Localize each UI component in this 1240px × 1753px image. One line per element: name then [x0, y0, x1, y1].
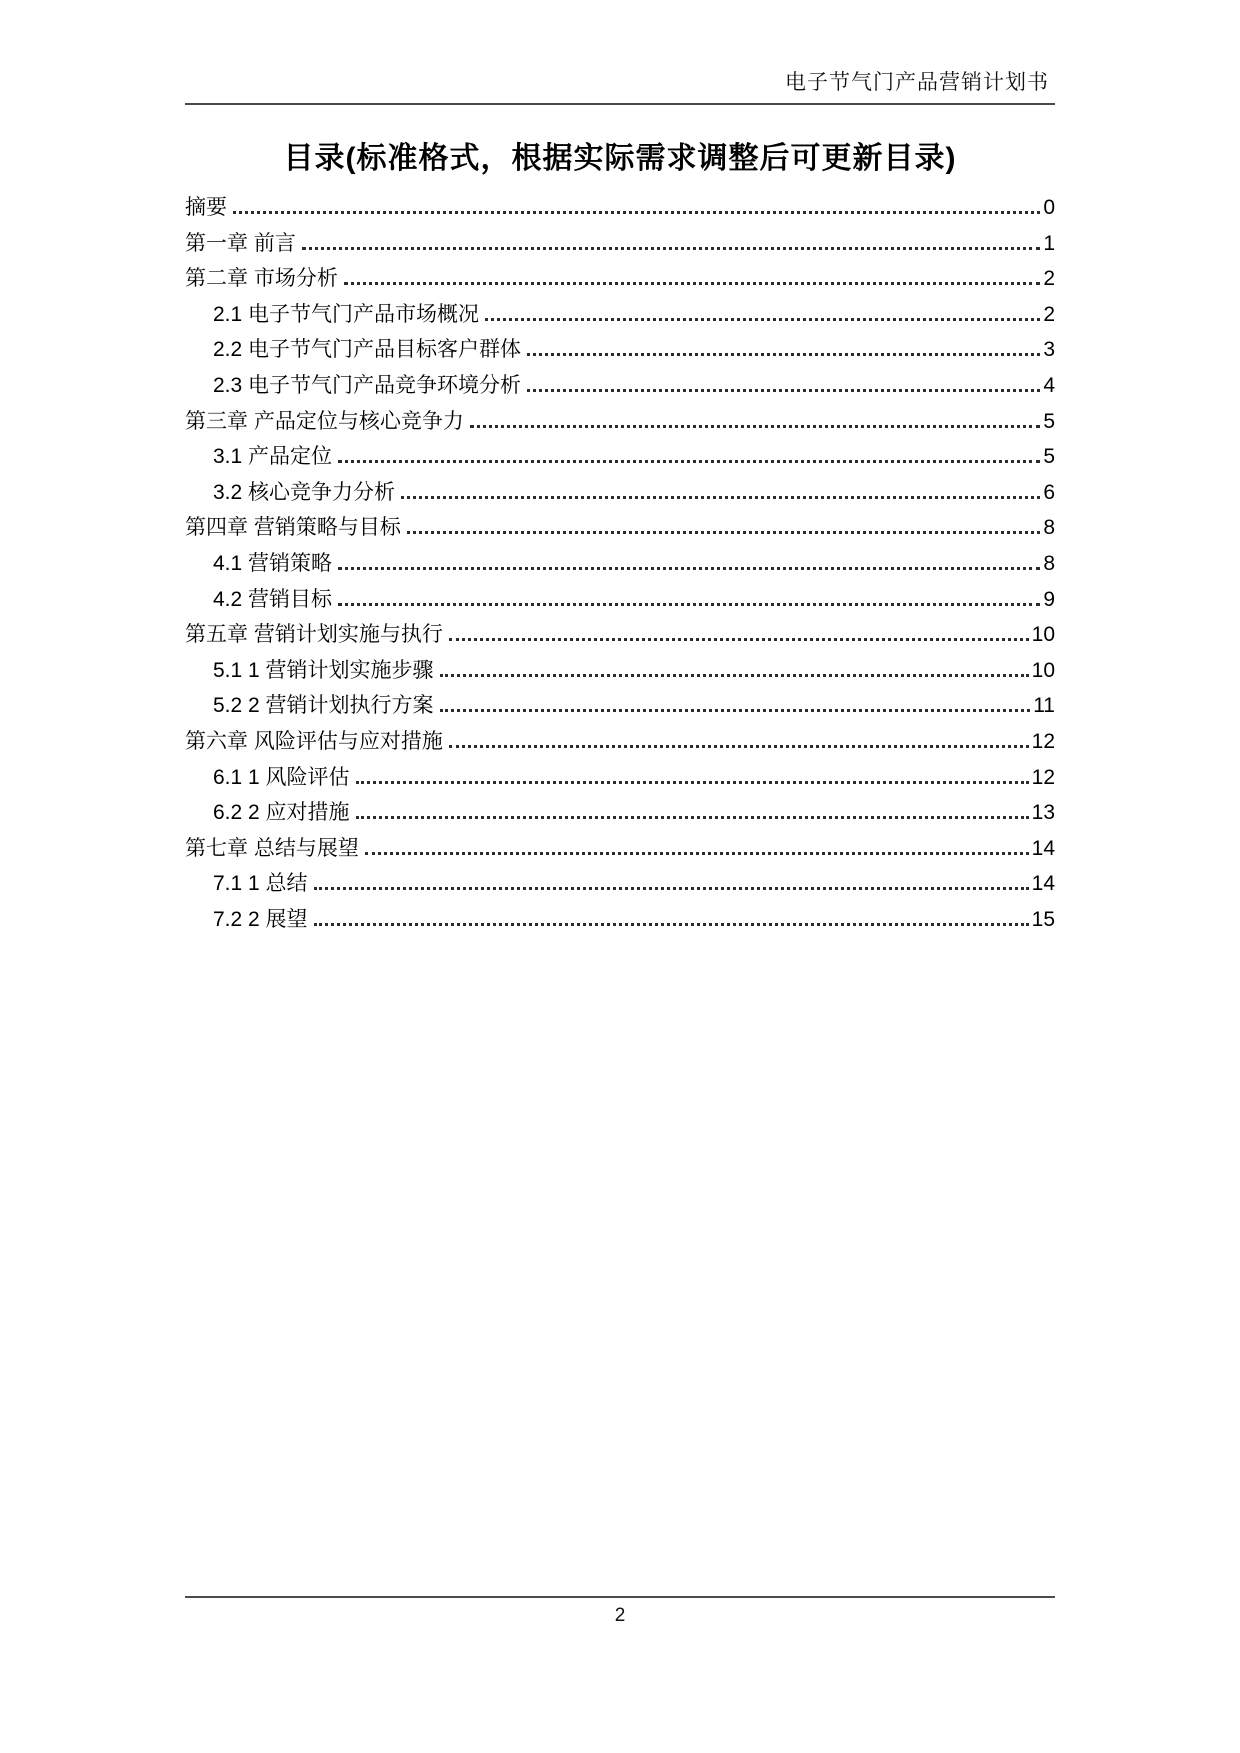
toc-entry-page-number: 9: [1043, 587, 1055, 611]
toc-entry[interactable]: [185, 902, 1055, 938]
toc-entry-page-number: 10: [1031, 623, 1055, 647]
toc-entry-label: 第二章 市场分析: [185, 267, 338, 291]
toc-entry[interactable]: [185, 226, 1055, 262]
toc-entry-page-number: 6: [1043, 480, 1055, 504]
page-footer: [185, 1596, 1055, 1627]
toc-leader-dots: [344, 282, 1040, 285]
toc-entry[interactable]: [185, 190, 1055, 226]
toc-entry-label: 5.2 2 营销计划执行方案: [213, 694, 434, 718]
header-document-title: 电子节气门产品营销计划书: [785, 71, 1049, 94]
toc-entry-page-number: 0: [1043, 196, 1055, 219]
toc-entry-label: 3.2 核心竞争力分析: [213, 480, 396, 504]
toc-entry-page-number: 11: [1033, 694, 1055, 718]
toc-entry-page-number: 13: [1031, 801, 1055, 825]
toc-entry-page-number: 5: [1043, 409, 1055, 433]
toc-entry[interactable]: [185, 617, 1055, 653]
toc-leader-dots: [407, 531, 1040, 534]
toc-entry[interactable]: [185, 368, 1055, 404]
toc-entry[interactable]: [185, 546, 1055, 582]
toc-entry[interactable]: [185, 866, 1055, 902]
toc-entry[interactable]: [185, 404, 1055, 440]
toc-entry-label: 第六章 风险评估与应对措施: [185, 729, 443, 753]
toc-entry[interactable]: [185, 760, 1055, 796]
toc-leader-dots: [302, 247, 1040, 250]
toc-list: [185, 190, 1055, 937]
toc-entry-label: 4.1 营销策略: [213, 551, 333, 575]
toc-leader-dots: [314, 887, 1029, 890]
toc-leader-dots: [449, 745, 1029, 748]
toc-leader-dots: [440, 674, 1029, 677]
toc-entry-label: 第五章 营销计划实施与执行: [185, 623, 443, 647]
toc-entry-page-number: 8: [1043, 516, 1055, 540]
toc-entry-label: 7.1 1 总结: [213, 872, 308, 896]
toc-entry[interactable]: [185, 795, 1055, 831]
toc-entry-page-number: 12: [1031, 765, 1055, 789]
toc-entry[interactable]: [185, 297, 1055, 333]
toc-entry-label: 5.1 1 营销计划实施步骤: [213, 658, 434, 682]
toc-entry-label: 3.1 产品定位: [213, 445, 333, 469]
toc-entry[interactable]: [185, 261, 1055, 297]
toc-entry-page-number: 2: [1043, 302, 1055, 326]
header-rule: [185, 103, 1055, 105]
toc-leader-dots: [356, 816, 1029, 819]
toc-entry-page-number: 12: [1031, 729, 1055, 753]
toc-entry-page-number: 4: [1043, 373, 1055, 397]
toc-title: 目录(标准格式，根据实际需求调整后可更新目录): [283, 142, 957, 175]
toc-entry-label: 第三章 产品定位与核心竞争力: [185, 409, 464, 433]
toc-entry-label: 第一章 前言: [185, 231, 296, 255]
toc-leader-dots: [449, 638, 1029, 641]
toc-entry-label: 摘要: [185, 196, 227, 219]
toc-leader-dots: [527, 353, 1040, 356]
toc-leader-dots: [470, 425, 1040, 428]
toc-entry[interactable]: [185, 475, 1055, 511]
toc-leader-dots: [338, 603, 1040, 606]
page-header: [185, 70, 1055, 105]
toc-entry-page-number: 15: [1031, 907, 1055, 931]
toc-entry-page-number: 3: [1043, 338, 1055, 362]
toc-entry-label: 2.3 电子节气门产品竞争环境分析: [213, 373, 522, 397]
toc-leader-dots: [527, 389, 1040, 392]
toc-entry-label: 7.2 2 展望: [213, 907, 308, 931]
toc-entry-label: 6.2 2 应对措施: [213, 801, 350, 825]
toc-entry[interactable]: [185, 831, 1055, 867]
toc-entry[interactable]: [185, 332, 1055, 368]
toc-entry[interactable]: [185, 653, 1055, 689]
toc-leader-dots: [233, 211, 1040, 214]
toc-leader-dots: [314, 923, 1029, 926]
toc-leader-dots: [338, 567, 1040, 570]
toc-leader-dots: [365, 852, 1029, 855]
toc-entry-page-number: 2: [1043, 267, 1055, 291]
toc-entry-label: 6.1 1 风险评估: [213, 765, 350, 789]
toc-entry[interactable]: [185, 688, 1055, 724]
toc-entry-label: 2.2 电子节气门产品目标客户群体: [213, 338, 522, 362]
toc-entry[interactable]: [185, 582, 1055, 618]
toc-entry[interactable]: [185, 439, 1055, 475]
toc-entry-page-number: 14: [1031, 836, 1055, 860]
toc-entry-page-number: 5: [1043, 445, 1055, 469]
toc-entry-label: 2.1 电子节气门产品市场概况: [213, 302, 480, 326]
toc-leader-dots: [356, 781, 1029, 784]
toc-entry[interactable]: [185, 510, 1055, 546]
toc-entry-page-number: 14: [1031, 872, 1055, 896]
toc-entry-page-number: 8: [1043, 551, 1055, 575]
toc-entry-label: 4.2 营销目标: [213, 587, 333, 611]
toc-entry-page-number: 1: [1043, 231, 1055, 255]
toc-entry-label: 第四章 营销策略与目标: [185, 516, 401, 540]
toc-leader-dots: [440, 709, 1031, 712]
footer-page-number: 2: [614, 1605, 626, 1626]
toc-entry-page-number: 10: [1031, 658, 1055, 682]
toc-leader-dots: [338, 460, 1040, 463]
toc-entry-label: 第七章 总结与展望: [185, 836, 359, 860]
toc-leader-dots: [401, 496, 1040, 499]
toc-entry[interactable]: [185, 724, 1055, 760]
toc-leader-dots: [485, 318, 1040, 321]
